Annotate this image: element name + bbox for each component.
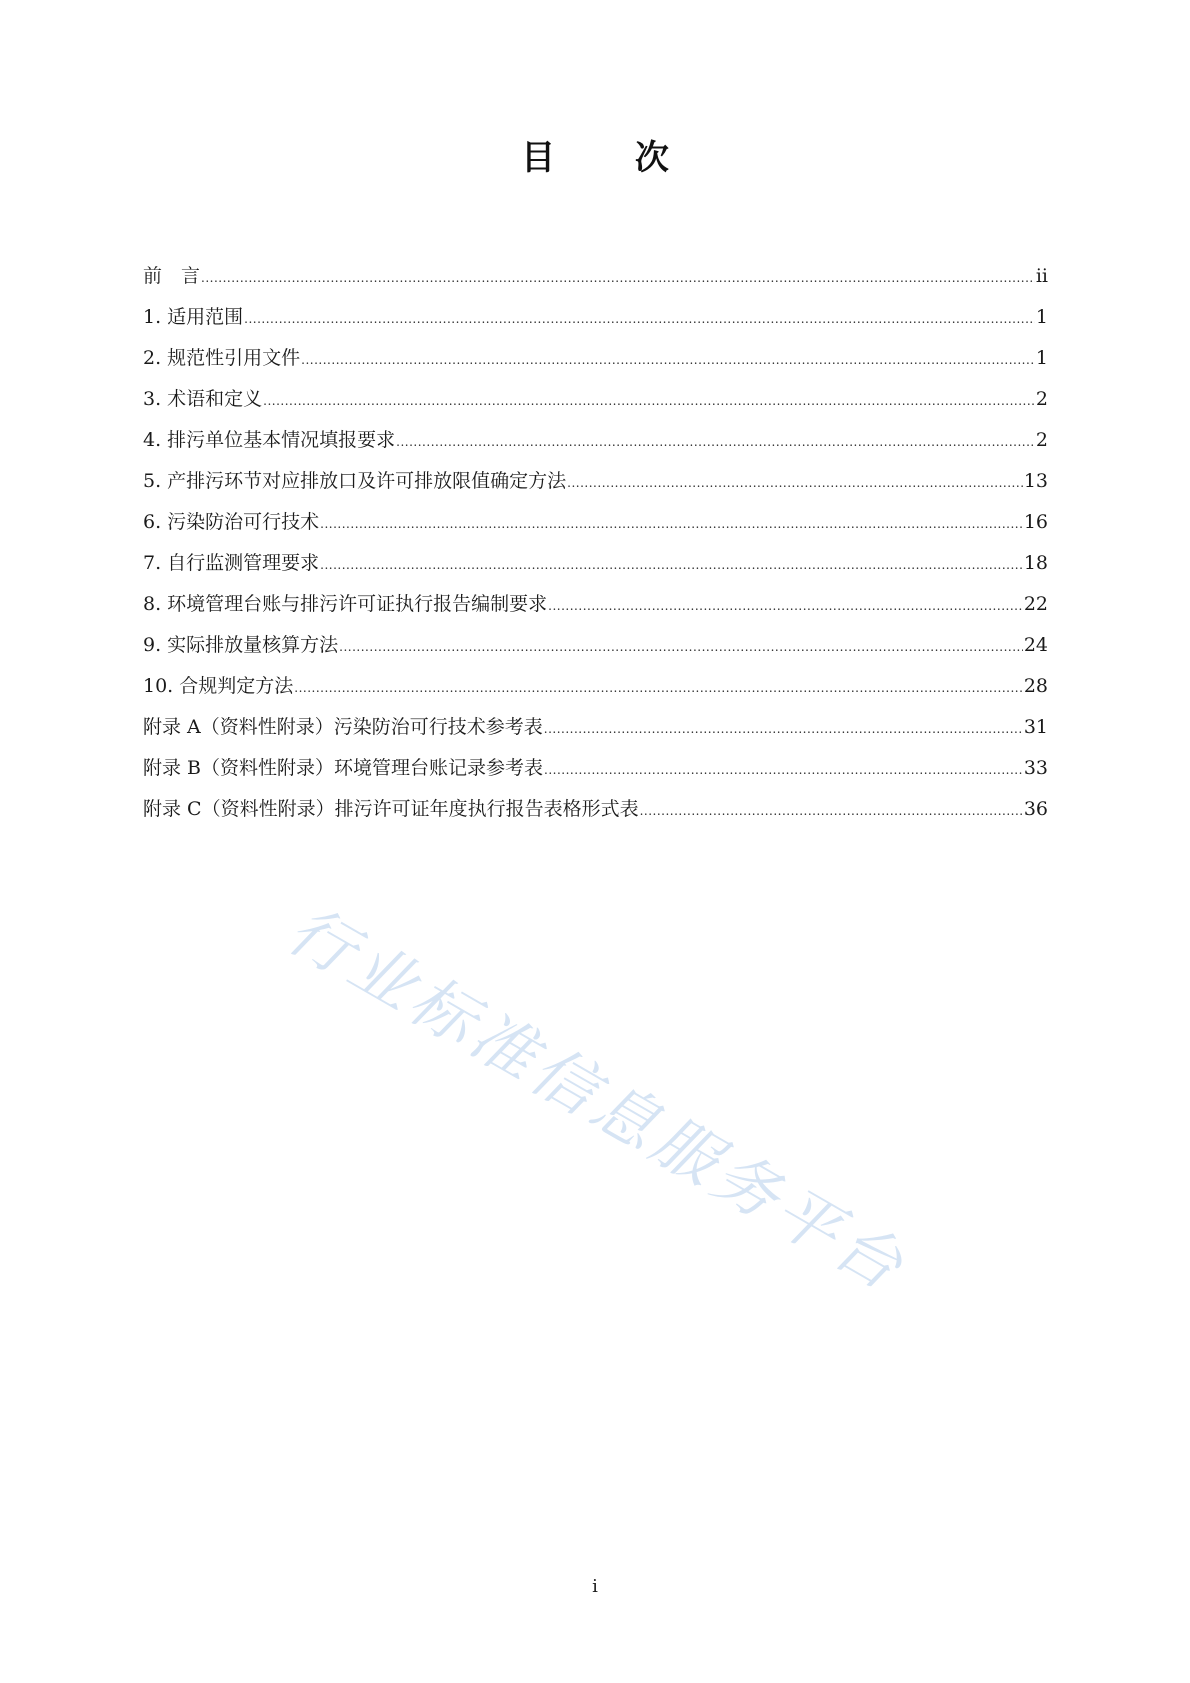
toc-entry-label: 4. 排污单位基本情况填报要求: [143, 429, 396, 451]
toc-entry-label: 1. 适用范围: [143, 306, 244, 328]
toc-leader-dots: [201, 258, 1035, 299]
toc-entry-label: 前 言: [143, 265, 201, 287]
toc-entry-label: 9. 实际排放量核算方法: [143, 634, 339, 656]
toc-leader-dots: [544, 750, 1023, 791]
toc-entry[interactable]: [143, 789, 1048, 830]
toc-entry[interactable]: [143, 420, 1048, 461]
toc-entry[interactable]: [143, 748, 1048, 789]
toc-entry-page: 2: [1035, 429, 1048, 451]
toc-leader-dots: [544, 709, 1023, 750]
toc-leader-dots: [294, 668, 1023, 709]
toc-entry[interactable]: [143, 584, 1048, 625]
toc-leader-dots: [567, 463, 1023, 504]
toc-leader-dots: [244, 299, 1035, 340]
page-title: 目 次: [521, 138, 703, 178]
toc-entry-label: 8. 环境管理台账与排污许可证执行报告编制要求: [143, 593, 548, 615]
toc-leader-dots: [320, 504, 1023, 545]
toc-entry[interactable]: [143, 256, 1048, 297]
toc-entry-page: 1: [1035, 306, 1048, 328]
toc-entry-page: ii: [1035, 265, 1048, 287]
toc-entry-page: 31: [1023, 716, 1048, 738]
toc-entry-label: 6. 污染防治可行技术: [143, 511, 320, 533]
toc-leader-dots: [320, 545, 1023, 586]
toc-entry-label: 3. 术语和定义: [143, 388, 263, 410]
toc-entry[interactable]: [143, 707, 1048, 748]
toc-entry[interactable]: [143, 666, 1048, 707]
toc-entry-page: 16: [1023, 511, 1048, 533]
toc-entry[interactable]: [143, 461, 1048, 502]
toc-entry[interactable]: [143, 543, 1048, 584]
toc-leader-dots: [640, 791, 1023, 832]
toc-entry-label: 附录 C（资料性附录）排污许可证年度执行报告表格形式表: [143, 798, 639, 820]
toc-entry-label: 5. 产排污环节对应排放口及许可排放限值确定方法: [143, 470, 567, 492]
toc-entry-page: 36: [1023, 798, 1048, 820]
toc-entry-label: 2. 规范性引用文件: [143, 347, 301, 369]
toc-entry[interactable]: [143, 338, 1048, 379]
toc-leader-dots: [339, 627, 1023, 668]
toc-entry-label: 10. 合规判定方法: [143, 675, 294, 697]
toc-leader-dots: [301, 340, 1035, 381]
toc-entry-page: 22: [1023, 593, 1048, 615]
toc-entry-page: 18: [1023, 552, 1048, 574]
toc-entry-page: 24: [1023, 634, 1048, 656]
toc-entry-label: 附录 A（资料性附录）污染防治可行技术参考表: [143, 716, 543, 738]
toc-leader-dots: [263, 381, 1035, 422]
watermark: 行业标准信息服务平台: [275, 893, 919, 1308]
toc-entry-label: 7. 自行监测管理要求: [143, 552, 320, 574]
toc-entry-page: 28: [1023, 675, 1048, 697]
toc-entry-page: 33: [1023, 757, 1048, 779]
toc-entry-page: 2: [1035, 388, 1048, 410]
toc-leader-dots: [548, 586, 1023, 627]
page-number: i: [592, 1576, 598, 1597]
toc-entry[interactable]: [143, 297, 1048, 338]
toc-entry-label: 附录 B（资料性附录）环境管理台账记录参考表: [143, 757, 544, 779]
toc-leader-dots: [396, 422, 1035, 463]
table-of-contents: [143, 256, 1048, 830]
toc-entry-page: 13: [1023, 470, 1048, 492]
toc-entry[interactable]: [143, 625, 1048, 666]
toc-entry-page: 1: [1035, 347, 1048, 369]
toc-entry[interactable]: [143, 379, 1048, 420]
toc-entry[interactable]: [143, 502, 1048, 543]
